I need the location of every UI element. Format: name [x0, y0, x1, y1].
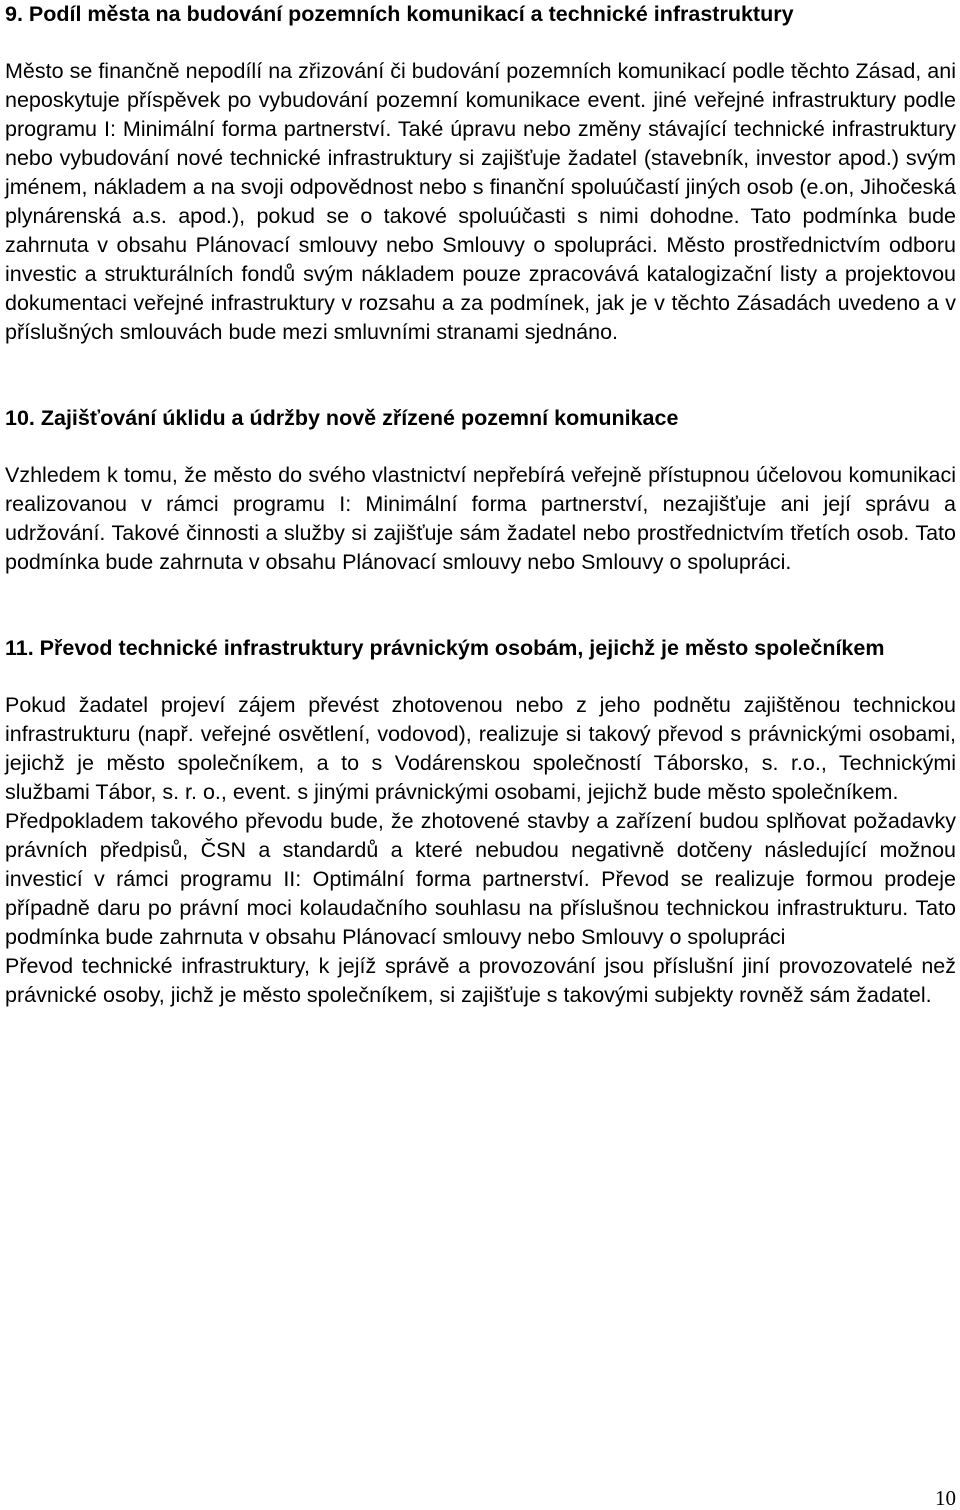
section-9-paragraph: Město se finančně nepodílí na zřizování či budování pozemních komunikací podle těchto Zásad, ani neposkytuje příspěvek po vybudování pozemní komunikace event. jiné veřejné infrastruktury podle programu I: Minimální forma partnerství. Také úpravu nebo změny stávající technické infrastruktury nebo vybudování nové technické infrastruktury si zajišťuje žadatel (stavebník, investor apod.) svým jménem, nákladem a na svoji odpovědnost nebo s finanční spoluúčastí jiných osob (e.on, Jihočeská plynárenská a.s. apod.), pokud se o takové spoluúčasti s nimi dohodne. Tato podmínka bude zahrnuta v obsahu Plánovací smlouvy nebo Smlouvy o spolupráci. Město prostřednictvím odboru investic a strukturálních fondů svým nákladem pouze zpracovává katalogizační listy a projektovou dokumentaci veřejné infrastruktury v rozsahu a za podmínek, jak je v těchto Zásadách uvedeno a v příslušných smlouvách bude mezi smluvními stranami sjednáno. [5, 59, 956, 344]
page-number: 10 [935, 1486, 956, 1510]
section-10-heading: 10. Zajišťování úklidu a údržby nově zřízené pozemní komunikace [5, 406, 679, 430]
section-10-paragraph: Vzhledem k tomu, že město do svého vlastnictví nepřebírá veřejně přístupnou účelovou komunikaci realizovanou v rámci programu I: Minimální forma partnerství, nezajišťuje ani její správu a udržování. Takové činnosti a služby si zajišťuje sám žadatel nebo prostřednictvím třetích osob. Tato podmínka bude zahrnuta v obsahu Plánovací smlouvy nebo Smlouvy o spolupráci. [5, 463, 956, 574]
section-11-paragraph-1: Pokud žadatel projeví zájem převést zhotovenou nebo z jeho podnětu zajištěnou technickou infrastrukturu (např. veřejné osvětlení, vodovod), realizuje si takový převod s právnickými osobami, jejichž je město společníkem, a to s Vodárenskou společností Táborsko, s. r.o., Technickými službami Tábor, s. r. o., event. s jinými právnickými osobami, jejichž bude město společníkem. [5, 693, 956, 804]
section-11-paragraph-2: Předpokladem takového převodu bude, že zhotovené stavby a zařízení budou splňovat požadavky právních předpisů, ČSN a standardů a které nebudou negativně dotčeny následující možnou investicí v rámci programu II: Optimální forma partnerství. Převod se realizuje formou prodeje případně daru po právní moci kolaudačního souhlasu na příslušnou technickou infrastrukturu. Tato podmínka bude zahrnuta v obsahu Plánovací smlouvy nebo Smlouvy o spolupráci [5, 809, 956, 949]
section-11-heading: 11. Převod technické infrastruktury právnickým osobám, jejichž je město společníkem [5, 636, 885, 660]
document-page [5, 0, 956, 1010]
section-9-heading: 9. Podíl města na budování pozemních komunikací a technické infrastruktury [5, 2, 794, 26]
section-11-paragraph-3: Převod technické infrastruktury, k jejíž správě a provozování jsou příslušní jiní provozovatelé než právnické osoby, jichž je město společníkem, si zajišťuje s takovými subjekty rovněž sám žadatel. [5, 954, 956, 1007]
